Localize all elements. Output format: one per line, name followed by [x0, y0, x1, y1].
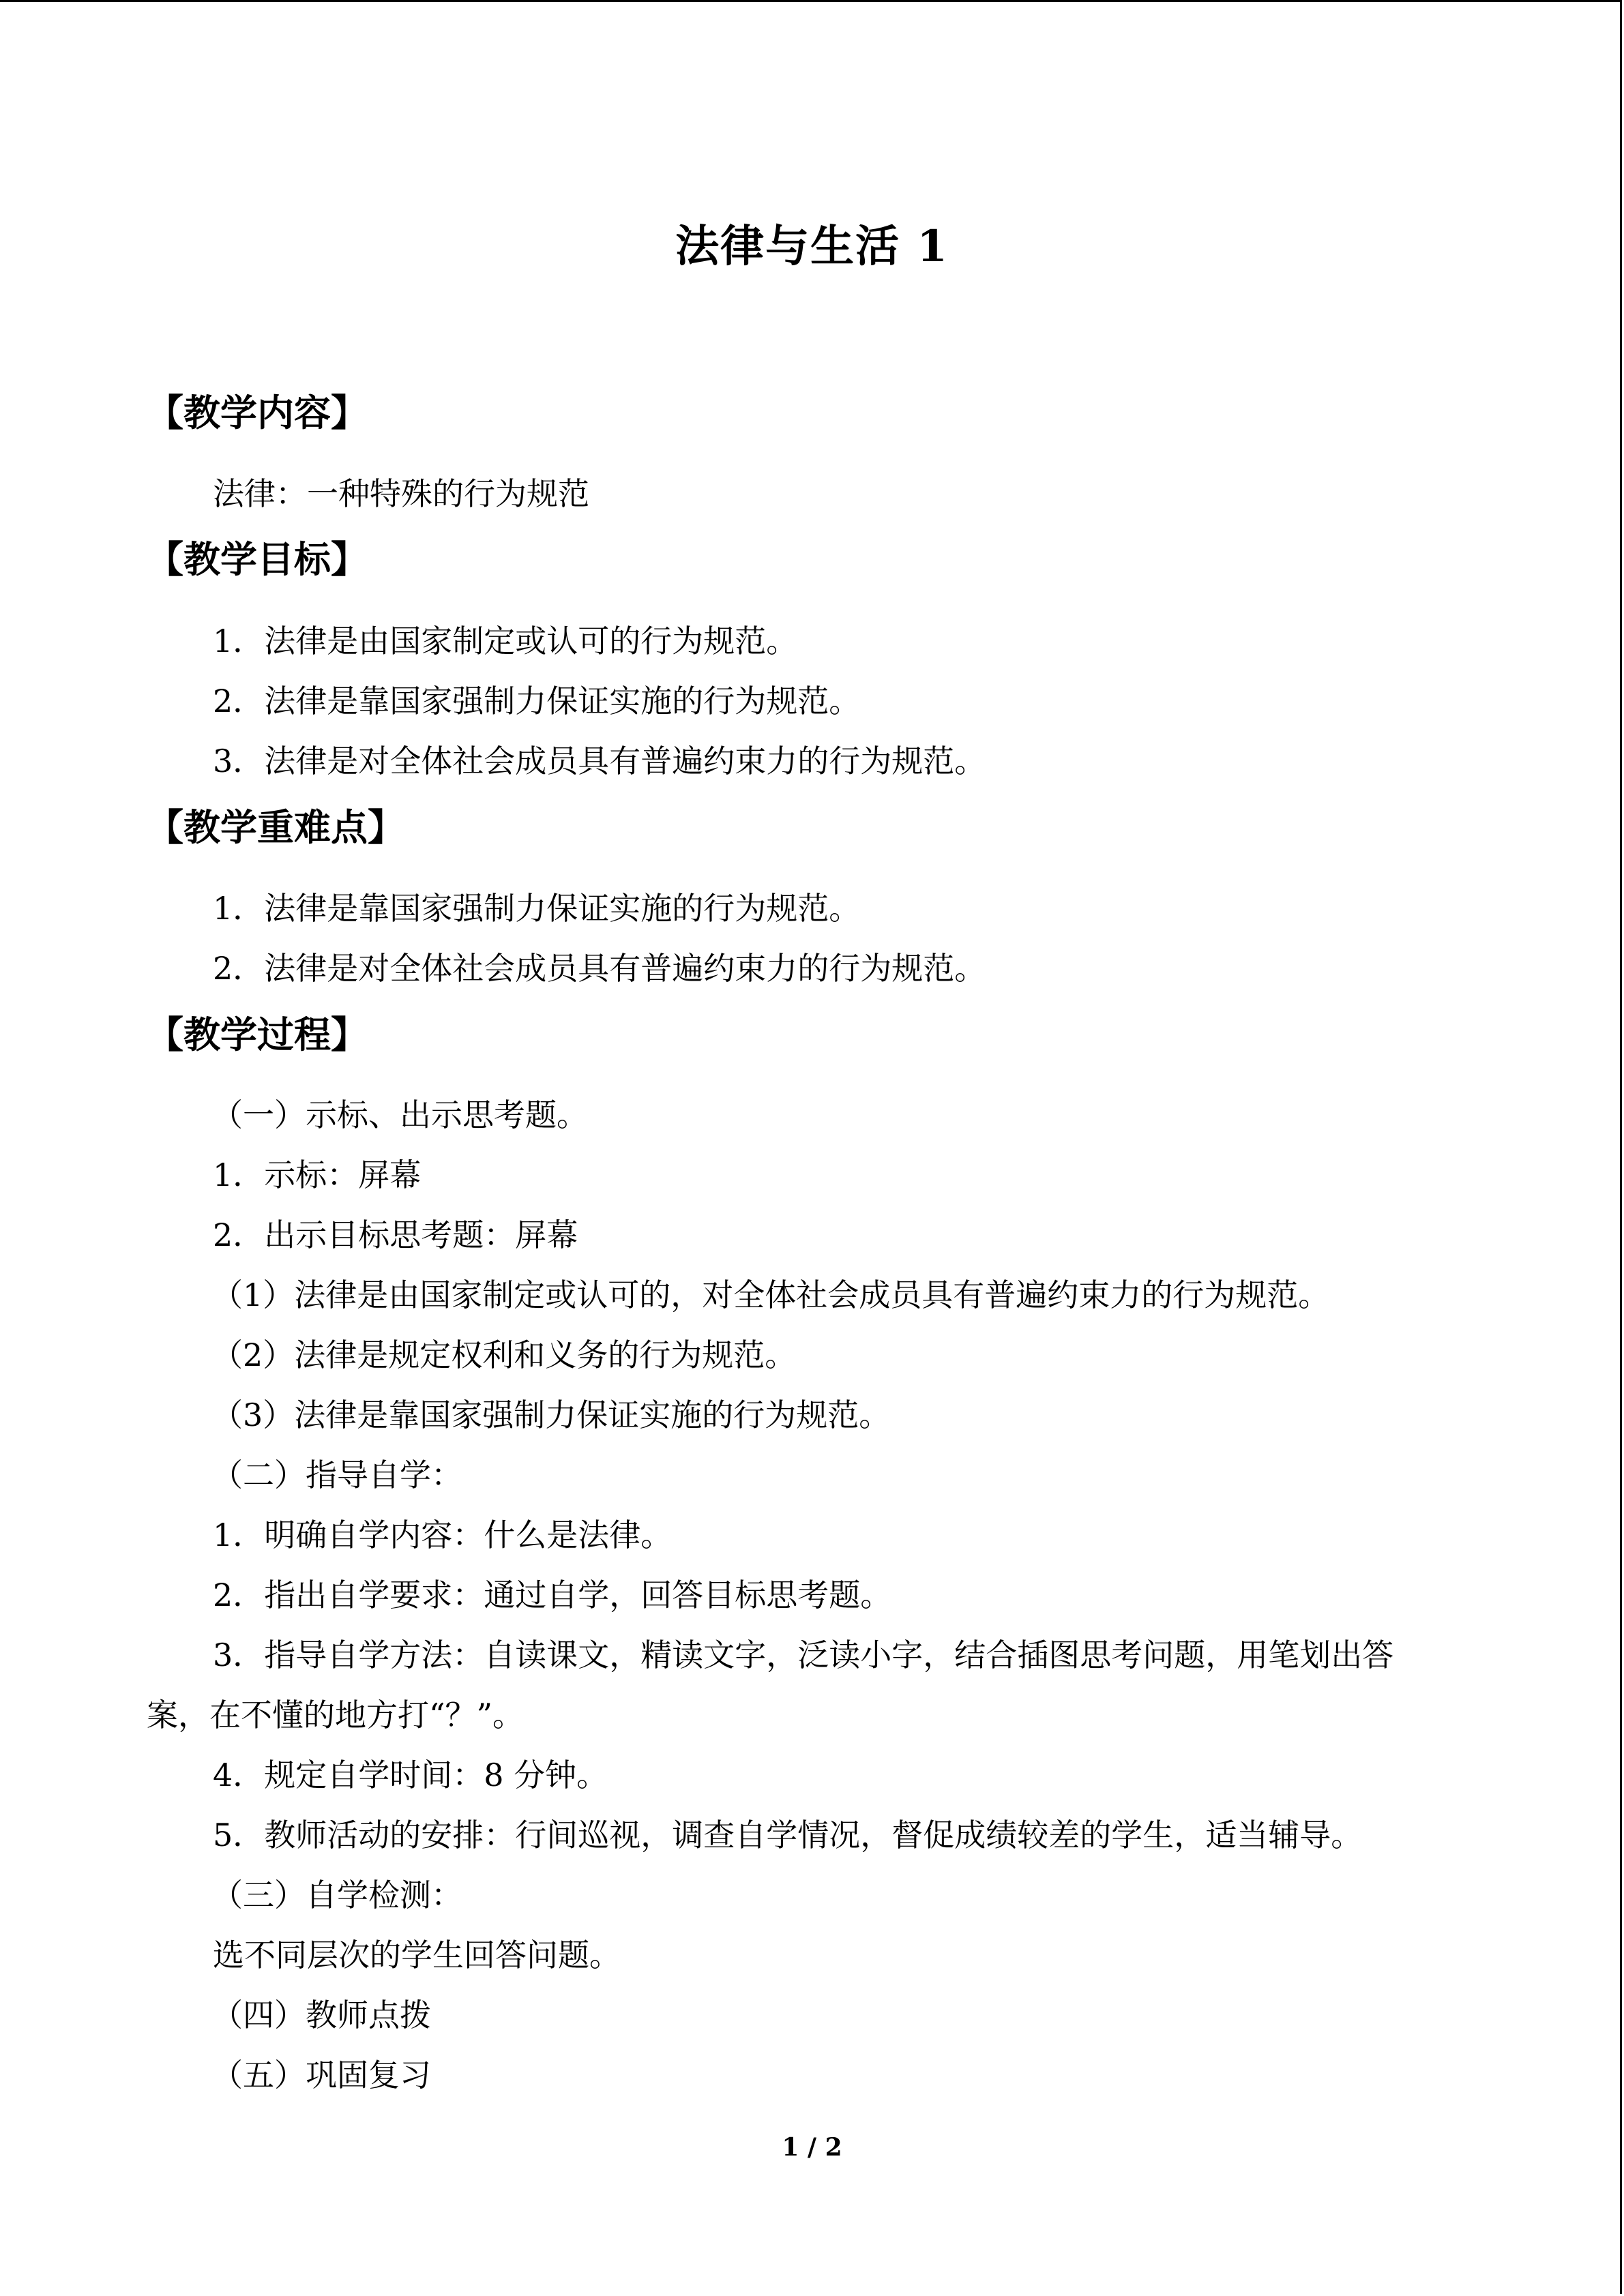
process-line: （三）自学检测： [211, 1877, 462, 1913]
process-line: 案，在不懂的地方打“？”。 [147, 1697, 525, 1733]
process-line: 2．指出自学要求：通过自学，回答目标思考题。 [213, 1577, 892, 1613]
goals-line: 3．法律是对全体社会成员具有普遍约束力的行为规范。 [213, 743, 986, 779]
keypoints-line: 1．法律是靠国家强制力保证实施的行为规范。 [213, 890, 861, 927]
keypoints-line: 2．法律是对全体社会成员具有普遍约束力的行为规范。 [213, 950, 986, 987]
process-line: 1．示标：屏幕 [213, 1157, 422, 1193]
content-line: 法律：一种特殊的行为规范 [213, 475, 589, 512]
section-heading-keypoints: 【教学重难点】 [147, 805, 404, 849]
goals-line: 1．法律是由国家制定或认可的行为规范。 [213, 623, 798, 659]
process-line: 5．教师活动的安排：行间巡视，调查自学情况，督促成绩较差的学生，适当辅导。 [213, 1817, 1363, 1853]
process-line: （一）示标、出示思考题。 [211, 1097, 588, 1133]
process-line: 选不同层次的学生回答问题。 [213, 1937, 621, 1973]
process-line: （1）法律是由国家制定或认可的，对全体社会成员具有普遍约束力的行为规范。 [211, 1277, 1330, 1313]
process-line: 2．出示目标思考题：屏幕 [213, 1217, 578, 1253]
process-line: 1．明确自学内容：什么是法律。 [213, 1517, 673, 1553]
process-line: （四）教师点拨 [211, 1997, 431, 2033]
goals-line: 2．法律是靠国家强制力保证实施的行为规范。 [213, 683, 861, 719]
section-heading-content: 【教学内容】 [147, 391, 368, 434]
process-line: 3．指导自学方法：自读课文，精读文字，泛读小字，结合插图思考问题，用笔划出答 [213, 1637, 1394, 1673]
section-heading-goals: 【教学目标】 [147, 537, 368, 581]
document-title: 法律与生活 1 [675, 221, 949, 272]
process-line: （2）法律是规定权利和义务的行为规范。 [211, 1337, 797, 1373]
process-line: （3）法律是靠国家强制力保证实施的行为规范。 [211, 1397, 891, 1433]
section-heading-process: 【教学过程】 [147, 1013, 368, 1056]
process-line: 4．规定自学时间：8 分钟。 [213, 1757, 608, 1793]
page-number: 1 / 2 [782, 2133, 842, 2162]
process-line: （二）指导自学： [211, 1457, 462, 1493]
process-line: （五）巩固复习 [211, 2057, 431, 2093]
